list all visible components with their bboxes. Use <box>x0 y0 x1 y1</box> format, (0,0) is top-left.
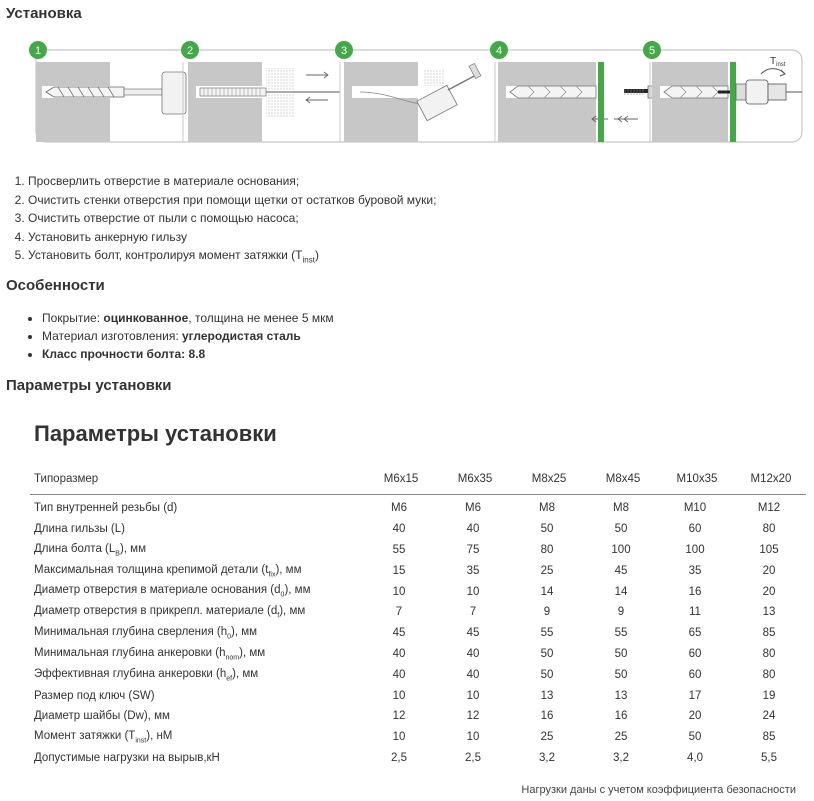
header-cell-label: Типоразмер <box>30 464 362 495</box>
table-row <box>30 495 806 519</box>
header-cell-size: M8x25 <box>510 464 584 495</box>
row-label: Диаметр шайбы (Dw), мм <box>34 710 170 723</box>
step-5-plate <box>730 62 736 142</box>
table-cell: 10 <box>466 689 480 702</box>
table-cell: 80 <box>540 543 554 556</box>
table-row <box>30 602 806 623</box>
table-cell: 50 <box>688 731 702 744</box>
row-label: Допустимые нагрузки на вырыв,кН <box>34 751 220 764</box>
params-table-title: Параметры установки <box>34 421 277 446</box>
header-cell-size: M10x35 <box>658 464 732 495</box>
table-cell: 16 <box>614 710 628 723</box>
step-item: 5. Установить болт, контролируя момент затяжки $(T_{inst})$ <box>28 246 436 265</box>
row-label: Длина болта $(L_B)$, мм <box>34 542 146 558</box>
table-cell: M6 <box>465 502 481 515</box>
svg-text:3: 3 <box>340 45 348 57</box>
table-cell: 40 <box>392 668 406 681</box>
table-row <box>30 685 806 706</box>
row-label: Минимальная глубина сверления $(h_0)$, мм <box>34 626 258 641</box>
table-cell: 9 <box>543 606 551 619</box>
params-table <box>30 464 806 768</box>
table-cell: 17 <box>688 689 702 702</box>
table-cell: 16 <box>540 710 554 723</box>
table-cell: 25 <box>540 564 554 577</box>
table-cell: 9 <box>617 606 625 619</box>
table-cell: 85 <box>762 627 776 640</box>
table-cell: 25 <box>540 731 554 744</box>
step-5-illustration <box>652 62 730 142</box>
step-badge-5 <box>643 41 661 59</box>
table-cell: 55 <box>614 627 628 640</box>
svg-text:5: 5 <box>648 45 656 57</box>
row-label: Диаметр отверстия в прикрепл. материале $(d_f)$, мм <box>34 605 306 620</box>
step-item: 3. Очистить отверстие от пыли с помощью насоса; <box>28 209 436 228</box>
table-cell: 14 <box>614 585 628 598</box>
step-badge-3 <box>335 41 353 59</box>
table-cell: 50 <box>540 523 554 536</box>
table-cell: 105 <box>759 543 779 556</box>
table-cell: 50 <box>614 668 628 681</box>
table-cell: 13 <box>762 606 776 619</box>
svg-text:1: 1 <box>34 45 42 57</box>
step-item: 1. Просверлить отверстие в материале основания; <box>28 172 436 191</box>
table-row <box>30 664 806 685</box>
table-row <box>30 623 806 644</box>
table-cell: 10 <box>392 585 406 598</box>
table-cell: 2,5 <box>391 751 407 764</box>
table-cell: 60 <box>688 523 702 536</box>
header-cell-size: M12x20 <box>732 464 806 495</box>
table-cell: 40 <box>392 647 406 660</box>
table-cell: 10 <box>392 689 406 702</box>
table-cell: 7 <box>469 606 477 619</box>
table-cell: 3,2 <box>539 751 555 764</box>
table-row <box>30 706 806 727</box>
step-badge-1 <box>29 41 47 59</box>
table-cell: 24 <box>762 710 776 723</box>
table-cell: 35 <box>466 564 480 577</box>
table-cell: 15 <box>392 564 406 577</box>
header-cell-size: M6x15 <box>362 464 436 495</box>
section-heading-features: Особенности <box>6 277 105 294</box>
table-cell: 20 <box>762 585 776 598</box>
table-cell: 40 <box>466 523 480 536</box>
table-cell: 50 <box>614 647 628 660</box>
torque-label: $T_{inst}$ <box>770 56 786 68</box>
svg-text:2: 2 <box>186 45 194 57</box>
row-label: Диаметр отверстия в материале основания $(d_0)$, мм <box>34 584 311 599</box>
table-cell: 10 <box>466 585 480 598</box>
table-cell: 40 <box>392 523 406 536</box>
table-cell: 13 <box>614 689 628 702</box>
table-row <box>30 540 806 561</box>
installation-steps <box>10 172 436 265</box>
table-cell: 14 <box>540 585 554 598</box>
table-cell: 50 <box>614 523 628 536</box>
table-row <box>30 748 806 769</box>
safety-note: Нагрузки даны с учетом коэффициента безопасности <box>521 784 796 796</box>
feature-coating: • Покрытие: оцинкованное, толщина не менее 5 мкм <box>42 309 334 327</box>
table-cell: 12 <box>392 710 406 723</box>
table-cell: M12 <box>757 502 781 515</box>
table-cell: 65 <box>688 627 702 640</box>
header-cell-size: M6x35 <box>436 464 510 495</box>
table-cell: 75 <box>466 543 480 556</box>
row-label: Размер под ключ (SW) <box>34 689 155 702</box>
table-cell: 50 <box>540 668 554 681</box>
row-label: Минимальная глубина анкеровки $(h_{nom})$, мм <box>34 646 266 662</box>
table-cell: 45 <box>466 627 480 640</box>
table-cell: 40 <box>466 668 480 681</box>
table-cell: 20 <box>762 564 776 577</box>
table-cell: 25 <box>614 731 628 744</box>
table-row <box>30 560 806 581</box>
table-cell: 10 <box>466 731 480 744</box>
step-4-plate <box>598 62 604 142</box>
table-cell: 60 <box>688 647 702 660</box>
table-cell: 55 <box>392 543 406 556</box>
features-list <box>22 309 334 363</box>
row-label: Тип внутренней резьбы (d) <box>34 502 178 515</box>
step-4-illustration <box>498 62 608 142</box>
table-cell: 100 <box>685 543 705 556</box>
table-cell: M8 <box>613 502 629 515</box>
table-cell: 2,5 <box>465 751 481 764</box>
table-cell: 35 <box>688 564 702 577</box>
feature-bolt-class: • Класс прочности болта: 8.8 <box>42 345 334 363</box>
table-cell: 45 <box>392 627 406 640</box>
table-row <box>30 644 806 665</box>
header-cell-size: M8x45 <box>584 464 658 495</box>
table-row <box>30 581 806 602</box>
table-cell: 10 <box>392 731 406 744</box>
row-label: Максимальная толщина крепимой детали $(t_{fix})$, мм <box>34 563 302 578</box>
table-cell: 60 <box>688 668 702 681</box>
table-cell: 50 <box>540 647 554 660</box>
table-cell: M6 <box>391 502 407 515</box>
table-cell: 12 <box>466 710 480 723</box>
table-cell: 5,5 <box>761 751 777 764</box>
table-cell: M8 <box>539 502 555 515</box>
table-cell: 80 <box>762 647 776 660</box>
step-item: 4. Установить анкерную гильзу <box>28 228 436 247</box>
table-row <box>30 727 806 748</box>
table-cell: 4,0 <box>687 751 703 764</box>
table-cell: 80 <box>762 523 776 536</box>
table-cell: 45 <box>614 564 628 577</box>
table-cell: M10 <box>683 502 707 515</box>
feature-material: • Материал изготовления: углеродистая сталь <box>42 327 334 345</box>
row-label: Момент затяжки $(T_{inst})$, нМ <box>34 730 173 745</box>
row-label: Эффективная глубина анкеровки $(h_{ef})$, мм <box>34 667 259 682</box>
table-cell: 3,2 <box>613 751 629 764</box>
table-header-row <box>30 464 806 495</box>
step-badge-2 <box>181 41 199 59</box>
row-label: Длина гильзы (L) <box>34 523 125 536</box>
table-cell: 40 <box>466 647 480 660</box>
table-cell: 11 <box>689 606 701 619</box>
table-cell: 80 <box>762 668 776 681</box>
table-row <box>30 519 806 540</box>
table-cell: 16 <box>688 585 702 598</box>
table-cell: 13 <box>540 689 554 702</box>
svg-text:4: 4 <box>495 45 503 57</box>
section-heading-params: Параметры установки <box>6 377 172 394</box>
table-cell: 20 <box>688 710 702 723</box>
table-cell: 100 <box>611 543 631 556</box>
step-item: 2. Очистить стенки отверстия при помощи щетки от остатков буровой муки; <box>28 191 436 210</box>
table-cell: 55 <box>540 627 554 640</box>
table-cell: 85 <box>762 731 776 744</box>
section-heading-install: Установка <box>6 5 82 22</box>
table-cell: 19 <box>762 689 776 702</box>
installation-diagram <box>28 40 806 150</box>
table-cell: 7 <box>395 606 403 619</box>
step-badge-4 <box>490 41 508 59</box>
